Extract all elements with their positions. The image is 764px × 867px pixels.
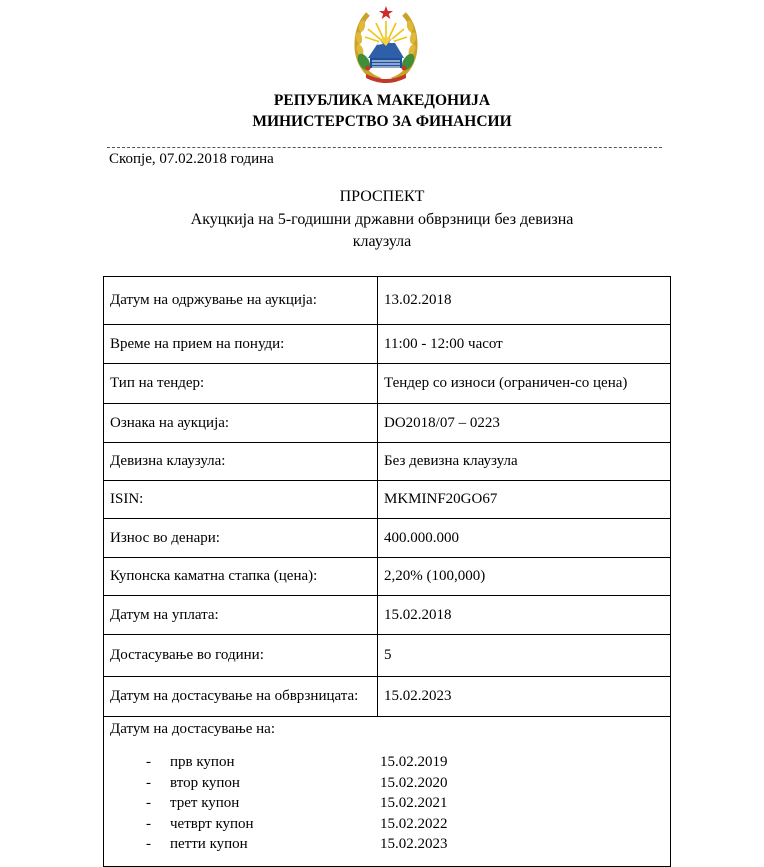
bullet-dash: -: [146, 754, 151, 770]
row-value: 11:00 - 12:00 часот: [378, 325, 671, 364]
row-value: Без девизна клаузула: [378, 443, 671, 481]
ministry-name: МИНИСТЕРСТВО ЗА ФИНАНСИИ: [252, 113, 512, 130]
coupon-row: [104, 717, 671, 867]
coupon-date: 15.02.2023: [380, 836, 448, 852]
bullet-dash: -: [146, 836, 151, 852]
table-row: [104, 277, 671, 325]
coupon-item: [110, 814, 664, 835]
coupon-name: прв купон: [170, 754, 235, 770]
table-row: [104, 404, 671, 443]
row-value: 5: [378, 635, 671, 677]
place-and-date: Скопје, 07.02.2018 година: [109, 151, 274, 167]
coupon-date: 15.02.2019: [380, 754, 448, 770]
document-heading: ПРОСПЕКТ: [339, 188, 425, 205]
row-label: Достасување во години:: [104, 635, 378, 677]
coupon-item: [110, 834, 664, 855]
bullet-dash: -: [146, 795, 151, 811]
row-value: MKMINF20GO67: [378, 481, 671, 519]
coupon-date: 15.02.2020: [380, 774, 448, 791]
table-row: [104, 364, 671, 404]
row-value: 15.02.2023: [378, 677, 671, 717]
row-label: Купонска каматна стапка (цена):: [104, 558, 378, 596]
coupon-item: [110, 752, 664, 773]
coupon-date: 15.02.2021: [380, 795, 448, 811]
table-row: [104, 596, 671, 635]
country-name: РЕПУБЛИКА МАКЕДОНИЈА: [273, 92, 491, 109]
table-row: [104, 481, 671, 519]
coupon-name: четврт купон: [170, 815, 254, 832]
row-label: Девизна клаузула:: [104, 443, 378, 481]
document-subtitle-line-2: клаузула: [352, 233, 412, 250]
row-value: 400.000.000: [378, 519, 671, 558]
header-divider: [107, 147, 662, 148]
bullet-dash: -: [146, 815, 151, 832]
row-label: Датум на уплата:: [104, 596, 378, 635]
auction-details-table: [103, 276, 671, 867]
bullet-dash: -: [146, 774, 151, 791]
table-row: [104, 558, 671, 596]
table-row: [104, 519, 671, 558]
table-row: [104, 443, 671, 481]
coupon-item: [110, 793, 664, 814]
row-value: 2,20% (100,000): [378, 558, 671, 596]
row-value: DO2018/07 – 0223: [378, 404, 671, 443]
coupon-name: трет купон: [170, 795, 240, 811]
coupon-heading: Датум на достасување на:: [110, 721, 276, 737]
row-label: Ознака на аукција:: [104, 404, 378, 443]
row-label: Тип на тендер:: [104, 364, 378, 404]
coupon-item: [110, 773, 664, 794]
row-value: 13.02.2018: [378, 277, 671, 325]
row-value: Тендер со износи (ограничен-со цена): [378, 364, 671, 404]
row-label: Датум на достасување на обврзницата:: [104, 677, 378, 717]
table-row: [104, 677, 671, 717]
row-label: Време на прием на понуди:: [104, 325, 378, 364]
coupon-list: [110, 752, 664, 855]
row-label: ISIN:: [104, 481, 378, 519]
document-subtitle-line-1: Акуцкија на 5-годишни државни обврзници без девизна: [190, 211, 574, 228]
row-label: Износ во денари:: [104, 519, 378, 558]
coupon-name: петти купон: [170, 836, 248, 852]
table-row: [104, 325, 671, 364]
row-value: 15.02.2018: [378, 596, 671, 635]
coupon-name: втор купон: [170, 774, 240, 791]
table-row: [104, 635, 671, 677]
coupon-cell: [104, 717, 671, 867]
coupon-date: 15.02.2022: [380, 815, 448, 832]
coat-of-arms-emblem: [350, 4, 422, 84]
row-label: Датум на одржување на аукција:: [104, 277, 378, 325]
